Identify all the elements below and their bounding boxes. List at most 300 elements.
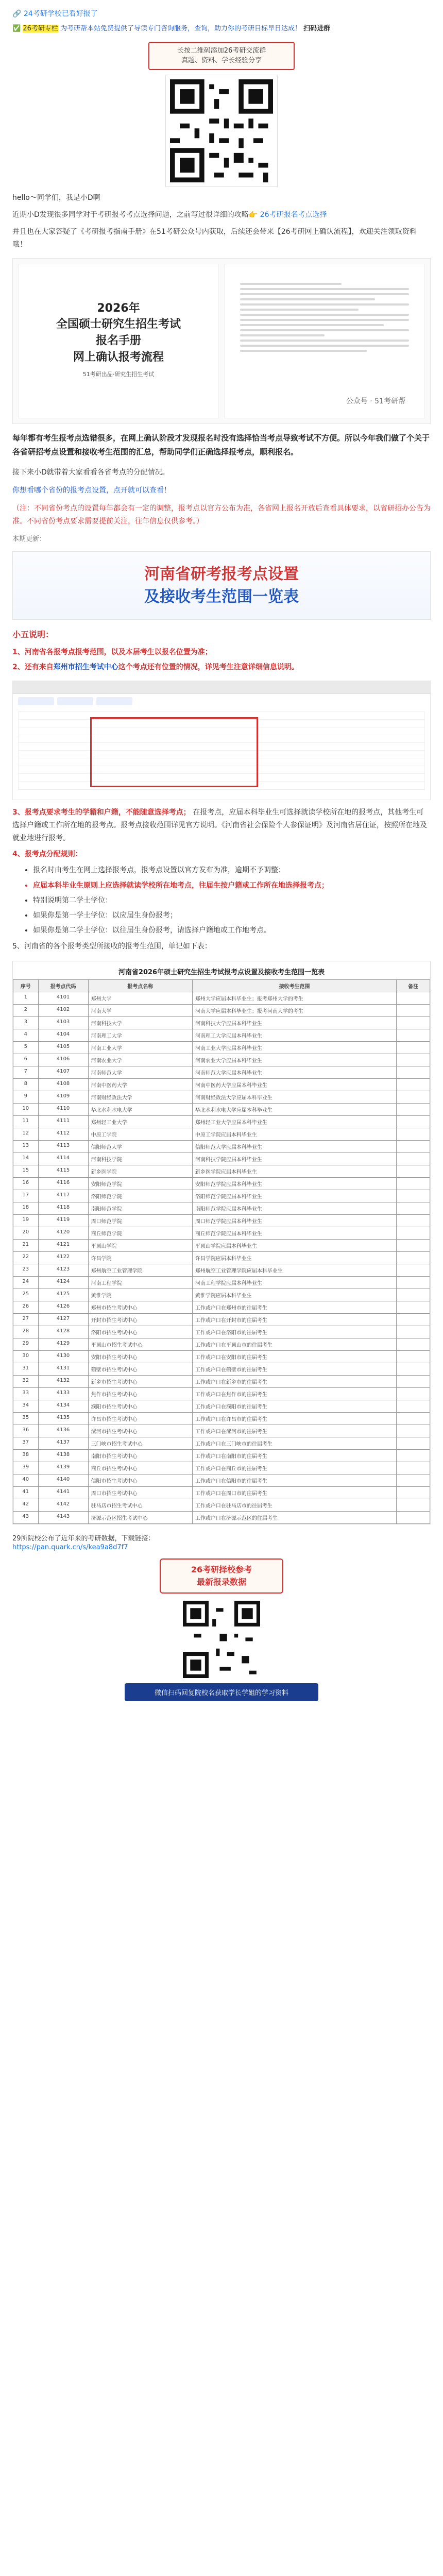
- table-row: [13, 1400, 430, 1412]
- table-cell: [397, 992, 430, 1004]
- table-cell: 4101: [38, 992, 88, 1004]
- table-row: [13, 1140, 430, 1153]
- red-note: （注：不同省份考点的设置每年都会有一定的调整，报考点以官方公布为准，各省网上报名开放后查看具体要求，以省研招办公告为准。不同省份考点要求需要提前关注，往年信息仅供参考。）: [12, 504, 431, 526]
- table-cell: 4117: [38, 1190, 88, 1202]
- table-title: 河南省2026年硕士研究生招生考试报考点设置及接收考生范围一览表: [118, 968, 325, 976]
- table-row: [13, 1289, 430, 1301]
- table-cell: 25: [13, 1289, 39, 1301]
- table-cell: [397, 1264, 430, 1276]
- table-cell: 16: [13, 1177, 39, 1190]
- table-cell: 41: [13, 1486, 39, 1499]
- doc-cover-image: [12, 258, 431, 424]
- table-cell: 20: [13, 1227, 39, 1239]
- notice-highlight: 26考研专栏: [23, 25, 58, 32]
- table-cell: [397, 1029, 430, 1041]
- table-cell: [397, 1499, 430, 1511]
- table-cell: 濮阳市招生考试中心: [88, 1400, 192, 1412]
- table-row: [13, 1103, 430, 1115]
- table-cell: 8: [13, 1078, 39, 1091]
- bottom-badge: [160, 1558, 283, 1594]
- table-cell: 华北水利水电大学: [88, 1103, 192, 1115]
- detail-1-text: 在报考点，应届本科毕业生可选择就读学校所在地的报考点，其他考生可选择户籍或工作所在地的报考点。报考点接收范围详见官方说明。《河南省社会保险个人参保证明》及河南省居住证，按照所在地及就业地进行报考。: [12, 808, 427, 843]
- table-cell: 河南农业大学应届本科毕业生: [192, 1054, 396, 1066]
- table-cell: 河南理工大学: [88, 1029, 192, 1041]
- table-row: [13, 1227, 430, 1239]
- table-cell: 新乡市招生考试中心: [88, 1375, 192, 1387]
- table-cell: 4127: [38, 1313, 88, 1326]
- table-cell: 4107: [38, 1066, 88, 1078]
- table-cell: 4139: [38, 1462, 88, 1474]
- table-cell: 39: [13, 1462, 39, 1474]
- table-cell: [397, 1363, 430, 1375]
- table-cell: 26: [13, 1301, 39, 1313]
- table-cell: 1: [13, 992, 39, 1004]
- table-cell: 34: [13, 1400, 39, 1412]
- table-cell: 工作或户口在濮阳市的往届考生: [192, 1400, 396, 1412]
- table-cell: 郑州航空工业管理学院应届本科毕业生: [192, 1264, 396, 1276]
- table-cell: 32: [13, 1375, 39, 1387]
- table-cell: 三门峡市招生考试中心: [88, 1437, 192, 1449]
- table-cell: [397, 1054, 430, 1066]
- rules-list: [12, 864, 431, 937]
- step-2: [12, 661, 431, 674]
- table-cell: 4106: [38, 1054, 88, 1066]
- table-row: [13, 1066, 430, 1078]
- doc-watermark: 公众号 · 51考研帮: [342, 394, 410, 408]
- table-cell: 郑州轻工业大学: [88, 1115, 192, 1128]
- table-cell: 42: [13, 1499, 39, 1511]
- table-cell: 工作或户口在济源示范区的往届考生: [192, 1511, 396, 1523]
- table-cell: 14: [13, 1153, 39, 1165]
- detail-paragraph-3: 5、河南省的各个报考类型所接收的报考生范围，单记如下表：: [12, 942, 212, 951]
- banner-line-2: 及接收考生范围一览表: [144, 587, 299, 606]
- top-link-text[interactable]: 24考研学校已看好报了: [23, 10, 98, 18]
- table-cell: 河南科技大学应届本科毕业生: [192, 1016, 396, 1029]
- check-icon: ✅: [12, 25, 21, 32]
- table-cell: [397, 1153, 430, 1165]
- doc-cover-subtitle: 51考研出品·研究生招生考试: [82, 370, 155, 378]
- detail-paragraph-2: [12, 848, 431, 861]
- doc-title-line-1: 2026年: [97, 301, 140, 315]
- table-cell: [397, 1091, 430, 1103]
- table-cell: 黄淮学院应届本科毕业生: [192, 1289, 396, 1301]
- table-cell: 35: [13, 1412, 39, 1425]
- intro-paragraph-2: [12, 209, 431, 222]
- bottom-badge-line-2: 最新报录数据: [196, 1577, 246, 1587]
- step-2-post: 这个考点还有位置的情况，详见考生注意详细信息说明。: [118, 663, 299, 672]
- table-row: [13, 1363, 430, 1375]
- table-header-row: [13, 979, 430, 992]
- table-row: [13, 1387, 430, 1400]
- next-line: 接下来小D就带着大家看看各省考点的分配情况。: [12, 468, 169, 477]
- table-cell: 工作或户口在鹤壁市的往届考生: [192, 1363, 396, 1375]
- table-cell: 4132: [38, 1375, 88, 1387]
- table-cell: [397, 1301, 430, 1313]
- table-cell: 工作或户口在安阳市的往届考生: [192, 1350, 396, 1363]
- footer-url[interactable]: https://pan.quark.cn/s/kea9a8d7f7: [12, 1543, 128, 1551]
- table-cell: 许昌学院: [88, 1251, 192, 1264]
- table-row: [13, 1128, 430, 1140]
- table-cell: 9: [13, 1091, 39, 1103]
- table-cell: [397, 1227, 430, 1239]
- screenshot-highlight: [90, 717, 258, 787]
- table-cell: 安阳师范学院: [88, 1177, 192, 1190]
- table-header: 接收考生范围: [192, 979, 396, 992]
- bottom-badge-line-1: 26考研择校参考: [191, 1564, 252, 1574]
- table-cell: 平顶山学院: [88, 1239, 192, 1251]
- table-row: [13, 1412, 430, 1425]
- table-cell: 27: [13, 1313, 39, 1326]
- sites-table-image: [12, 961, 431, 1524]
- table-cell: [397, 1289, 430, 1301]
- table-row: [13, 1029, 430, 1041]
- table-cell: 中原工学院应届本科毕业生: [192, 1128, 396, 1140]
- table-cell: 商丘师范学院: [88, 1227, 192, 1239]
- table-cell: 安阳师范学院应届本科毕业生: [192, 1177, 396, 1190]
- step-1-text: 河南省各报考点报考范围，以及本届考生以报名位置为准；: [24, 648, 212, 657]
- table-cell: 周口师范学院: [88, 1214, 192, 1227]
- notice-cta[interactable]: 扫码进群: [303, 25, 331, 32]
- table-cell: [397, 1140, 430, 1153]
- promo-line-2: 真题、资料、学长经验分享: [181, 57, 262, 65]
- table-cell: 4120: [38, 1227, 88, 1239]
- table-header: 报考点代码: [38, 979, 88, 992]
- doc-page-lines: [240, 280, 409, 355]
- table-cell: 37: [13, 1437, 39, 1449]
- table-cell: 21: [13, 1239, 39, 1251]
- promo-line-1: 长按二维码添加26考研交流群: [177, 46, 266, 55]
- table-row: [13, 1264, 430, 1276]
- table-row: [13, 1425, 430, 1437]
- qr-code-icon[interactable]: [166, 75, 277, 187]
- table-cell: 河南中医药大学应届本科毕业生: [192, 1078, 396, 1091]
- table-cell: 4112: [38, 1128, 88, 1140]
- table-cell: 洛阳师范学院: [88, 1190, 192, 1202]
- table-cell: 工作或户口在新乡市的往届考生: [192, 1375, 396, 1387]
- table-cell: 焦作市招生考试中心: [88, 1387, 192, 1400]
- table-row: [13, 1301, 430, 1313]
- table-cell: [397, 1190, 430, 1202]
- table-cell: 郑州轻工业大学应届本科毕业生: [192, 1115, 396, 1128]
- table-cell: 河南大学: [88, 1004, 192, 1016]
- section-banner: [12, 551, 431, 620]
- table-cell: 10: [13, 1103, 39, 1115]
- bold-intro: 每年都有考生报考点选错很多，在网上确认阶段才发现报名时没有选择恰当考点导致考试不方便。所以今年我们做了个关于各省研招考点设置和接收考生范围的汇总，帮助同学们正确选择报考点，顺利报名。: [12, 433, 430, 456]
- table-cell: 工作或户口在驻马店市的往届考生: [192, 1499, 396, 1511]
- table-cell: 新乡医学院: [88, 1165, 192, 1177]
- table-cell: 河南科技大学: [88, 1016, 192, 1029]
- table-cell: [397, 1004, 430, 1016]
- table-cell: 4109: [38, 1091, 88, 1103]
- table-cell: 4113: [38, 1140, 88, 1153]
- table-cell: 平顶山学院应届本科毕业生: [192, 1239, 396, 1251]
- table-cell: 22: [13, 1251, 39, 1264]
- detail-1-red: 3、报考点要求考生的学籍和户籍，不能随意选择考点；: [12, 808, 191, 817]
- table-cell: 38: [13, 1449, 39, 1462]
- doc-title-line-4: 网上确认报考流程: [73, 351, 164, 364]
- table-cell: [397, 1412, 430, 1425]
- table-cell: 7: [13, 1066, 39, 1078]
- table-cell: 28: [13, 1326, 39, 1338]
- table-cell: 4140: [38, 1474, 88, 1486]
- table-cell: 鹤壁市招生考试中心: [88, 1363, 192, 1375]
- doc-cover-left: [18, 264, 219, 418]
- table-cell: 南阳市招生考试中心: [88, 1449, 192, 1462]
- notice-text: 为考研帮本站免费提供了导读专门咨询服务，查询，助力你的考研目标早日达成！: [60, 25, 302, 32]
- table-cell: [397, 1165, 430, 1177]
- table-cell: 12: [13, 1128, 39, 1140]
- banner-line-1: 河南省研考报考点设置: [144, 565, 299, 584]
- bottom-caption: 微信扫码回复院校名获取学长学姐的学习资料: [125, 1683, 318, 1701]
- table-cell: [397, 1103, 430, 1115]
- table-cell: 河南科技学院: [88, 1153, 192, 1165]
- table-cell: [397, 1387, 430, 1400]
- table-cell: 河南财经政法大学应届本科毕业生: [192, 1091, 396, 1103]
- table-row: [13, 1202, 430, 1214]
- intro-greeting: hello～同学们，我是小D啊: [12, 193, 100, 202]
- list-item: • 报名时由考生在网上选择报考点，报考点设置以官方发布为准，逾期不予调整；: [33, 864, 431, 877]
- table-cell: 新乡医学院应届本科毕业生: [192, 1165, 396, 1177]
- table-cell: 洛阳市招生考试中心: [88, 1326, 192, 1338]
- table-cell: 4118: [38, 1202, 88, 1214]
- table-cell: 周口市招生考试中心: [88, 1486, 192, 1499]
- table-cell: 工作或户口在许昌市的往届考生: [192, 1412, 396, 1425]
- table-cell: 郑州大学: [88, 992, 192, 1004]
- table-cell: 36: [13, 1425, 39, 1437]
- promo-box: [148, 42, 295, 70]
- table-cell: [397, 1041, 430, 1054]
- table-cell: 南阳师范学院应届本科毕业生: [192, 1202, 396, 1214]
- table-row: [13, 1276, 430, 1289]
- table-cell: 4108: [38, 1078, 88, 1091]
- table-cell: 河南师范大学应届本科毕业生: [192, 1066, 396, 1078]
- table-cell: 4104: [38, 1029, 88, 1041]
- table-row: [13, 1462, 430, 1474]
- table-cell: [397, 1400, 430, 1412]
- table-cell: 4124: [38, 1276, 88, 1289]
- step-2-blue: 郑州市招生考试中心: [53, 663, 118, 672]
- table-cell: 29: [13, 1338, 39, 1350]
- table-cell: [397, 1128, 430, 1140]
- step-1: [12, 646, 431, 659]
- table-row: [13, 1449, 430, 1462]
- screenshot-header: [13, 681, 430, 694]
- table-cell: 24: [13, 1276, 39, 1289]
- table-row: [13, 1474, 430, 1486]
- table-cell: 工作或户口在开封市的往届考生: [192, 1313, 396, 1326]
- table-row: [13, 1016, 430, 1029]
- blue-note: 你想看哪个省份的报考点设置，点开就可以查看！: [12, 486, 171, 495]
- table-cell: 华北水利水电大学应届本科毕业生: [192, 1103, 396, 1115]
- table-cell: 信阳师范大学应届本科毕业生: [192, 1140, 396, 1153]
- doc-cover-title: [19, 300, 218, 366]
- table-cell: [397, 1474, 430, 1486]
- link-icon: 🔗: [12, 10, 24, 18]
- table-cell: 河南理工大学应届本科毕业生: [192, 1029, 396, 1041]
- table-cell: 4137: [38, 1437, 88, 1449]
- table-cell: 4142: [38, 1499, 88, 1511]
- table-cell: 河南大学应届本科毕业生；报考河南大学的考生: [192, 1004, 396, 1016]
- intro-text-3-tail: ，欢迎关注领取资料哦！: [12, 228, 417, 249]
- steps-title: 小五说明：: [12, 630, 54, 640]
- table-cell: 2: [13, 1004, 39, 1016]
- table-cell: 济源示范区招生考试中心: [88, 1511, 192, 1523]
- table-cell: [397, 1437, 430, 1449]
- table-cell: 4134: [38, 1400, 88, 1412]
- table-cell: 河南师范大学: [88, 1066, 192, 1078]
- table-cell: 43: [13, 1511, 39, 1523]
- step-2-pre: 还有来自: [24, 663, 54, 672]
- table-cell: [397, 1239, 430, 1251]
- table-cell: 许昌市招生考试中心: [88, 1412, 192, 1425]
- table-cell: 平顶山市招生考试中心: [88, 1338, 192, 1350]
- table-cell: 工作或户口在平顶山市的往届考生: [192, 1338, 396, 1350]
- table-row: [13, 1326, 430, 1338]
- table-row: [13, 1177, 430, 1190]
- table-cell: [397, 1115, 430, 1128]
- top-link[interactable]: [0, 0, 443, 21]
- table-cell: 19: [13, 1214, 39, 1227]
- table-cell: 中原工学院: [88, 1128, 192, 1140]
- table-row: [13, 1251, 430, 1264]
- list-item: • 应届本科毕业生原则上应选择就读学校所在地考点，往届生按户籍或工作所在地选择报考点；: [33, 879, 431, 892]
- table-cell: 4122: [38, 1251, 88, 1264]
- table-cell: 郑州大学应届本科毕业生；报考郑州大学的考生: [192, 992, 396, 1004]
- table-cell: [397, 1016, 430, 1029]
- table-row: [13, 1511, 430, 1523]
- table-cell: 河南财经政法大学: [88, 1091, 192, 1103]
- table-cell: 4111: [38, 1115, 88, 1128]
- table-row: [13, 992, 430, 1004]
- table-row: [13, 1165, 430, 1177]
- table-row: [13, 1375, 430, 1387]
- table-row: [13, 1004, 430, 1016]
- table-cell: 33: [13, 1387, 39, 1400]
- table-cell: 信阳市招生考试中心: [88, 1474, 192, 1486]
- table-cell: 河南工程学院应届本科毕业生: [192, 1276, 396, 1289]
- table-row: [13, 1190, 430, 1202]
- table-cell: 郑州航空工业管理学院: [88, 1264, 192, 1276]
- table-cell: 13: [13, 1140, 39, 1153]
- table-cell: 4119: [38, 1214, 88, 1227]
- table-cell: 18: [13, 1202, 39, 1214]
- table-cell: 河南工程学院: [88, 1276, 192, 1289]
- table-cell: 工作或户口在信阳市的往届考生: [192, 1474, 396, 1486]
- table-cell: [397, 1214, 430, 1227]
- table-cell: 4129: [38, 1338, 88, 1350]
- table-cell: 商丘市招生考试中心: [88, 1462, 192, 1474]
- table-cell: 4121: [38, 1239, 88, 1251]
- table-cell: 4135: [38, 1412, 88, 1425]
- table-cell: [397, 1251, 430, 1264]
- table-cell: 4102: [38, 1004, 88, 1016]
- table-cell: 开封市招生考试中心: [88, 1313, 192, 1326]
- table-cell: 30: [13, 1350, 39, 1363]
- table-cell: 4141: [38, 1486, 88, 1499]
- table-cell: 4130: [38, 1350, 88, 1363]
- intro-text-3: 并且也在大家答疑了《考研报考指南手册》在51考研公众号内获取，后续还会带来【26考研网上确认流程】: [12, 228, 352, 236]
- table-cell: [397, 1177, 430, 1190]
- footer-text: 29所院校公布了近年来的考研数据，下载链接：: [12, 1534, 155, 1543]
- table-cell: 40: [13, 1474, 39, 1486]
- table-cell: 4133: [38, 1387, 88, 1400]
- table-cell: 信阳师范大学: [88, 1140, 192, 1153]
- step-1-number: 1、: [12, 648, 25, 657]
- table-cell: 河南科技学院应届本科毕业生: [192, 1153, 396, 1165]
- detail-paragraph-1: [12, 806, 431, 845]
- table-cell: 黄淮学院: [88, 1289, 192, 1301]
- doc-title-line-2: 全国硕士研究生招生考试: [56, 318, 181, 331]
- sites-table: [13, 979, 430, 1524]
- table-cell: [397, 1425, 430, 1437]
- table-cell: 4123: [38, 1264, 88, 1276]
- table-cell: [397, 1276, 430, 1289]
- table-cell: 南阳师范学院: [88, 1202, 192, 1214]
- grey-note: 本期更新：: [12, 535, 46, 544]
- table-row: [13, 1239, 430, 1251]
- table-row: [13, 1041, 430, 1054]
- bottom-qr-code-icon[interactable]: [183, 1601, 260, 1678]
- doc-title-line-3: 报名手册: [95, 334, 141, 348]
- table-cell: 河南中医药大学: [88, 1078, 192, 1091]
- table-cell: 河南工业大学应届本科毕业生: [192, 1041, 396, 1054]
- table-cell: 工作或户口在漯河市的往届考生: [192, 1425, 396, 1437]
- table-cell: 洛阳师范学院应届本科毕业生: [192, 1190, 396, 1202]
- table-cell: 周口师范学院应届本科毕业生: [192, 1214, 396, 1227]
- list-item: • 如果你是第一学士学位：以应届生身份报考；: [33, 909, 431, 922]
- table-cell: [397, 1326, 430, 1338]
- table-cell: 工作或户口在三门峡市的往届考生: [192, 1437, 396, 1449]
- table-cell: 河南农业大学: [88, 1054, 192, 1066]
- table-row: [13, 1338, 430, 1350]
- table-body: [13, 992, 430, 1523]
- table-cell: [397, 1202, 430, 1214]
- table-cell: 31: [13, 1363, 39, 1375]
- table-cell: 4138: [38, 1449, 88, 1462]
- table-cell: 郑州市招生考试中心: [88, 1301, 192, 1313]
- table-cell: 4114: [38, 1153, 88, 1165]
- table-cell: 4143: [38, 1511, 88, 1523]
- table-cell: 4131: [38, 1363, 88, 1375]
- table-row: [13, 1078, 430, 1091]
- table-cell: 工作或户口在南阳市的往届考生: [192, 1449, 396, 1462]
- table-cell: 漯河市招生考试中心: [88, 1425, 192, 1437]
- table-cell: 3: [13, 1016, 39, 1029]
- intro-link[interactable]: 26考研报名考点选择: [260, 210, 327, 219]
- table-cell: 4103: [38, 1016, 88, 1029]
- table-cell: 4128: [38, 1326, 88, 1338]
- table-cell: 4125: [38, 1289, 88, 1301]
- table-row: [13, 1091, 430, 1103]
- table-header: 备注: [397, 979, 430, 992]
- list-item: • 如果你是第二学士学位：以往届生身份报考，请选择户籍地或工作地考点。: [33, 924, 431, 937]
- table-cell: 23: [13, 1264, 39, 1276]
- table-cell: [397, 1375, 430, 1387]
- intro-text-2: 近期小D发现很多同学对于考研报考考点选择问题，之前写过很详细的攻略👉: [12, 210, 258, 219]
- table-row: [13, 1437, 430, 1449]
- table-cell: 4110: [38, 1103, 88, 1115]
- table-row: [13, 1214, 430, 1227]
- table-cell: 工作或户口在郑州市的往届考生: [192, 1301, 396, 1313]
- screenshot-tabs: [13, 694, 430, 708]
- table-header: 报考点名称: [88, 979, 192, 992]
- table-cell: 工作或户口在洛阳市的往届考生: [192, 1326, 396, 1338]
- table-cell: [397, 1462, 430, 1474]
- table-row: [13, 1054, 430, 1066]
- table-cell: 工作或户口在周口市的往届考生: [192, 1486, 396, 1499]
- table-row: [13, 1153, 430, 1165]
- table-row: [13, 1486, 430, 1499]
